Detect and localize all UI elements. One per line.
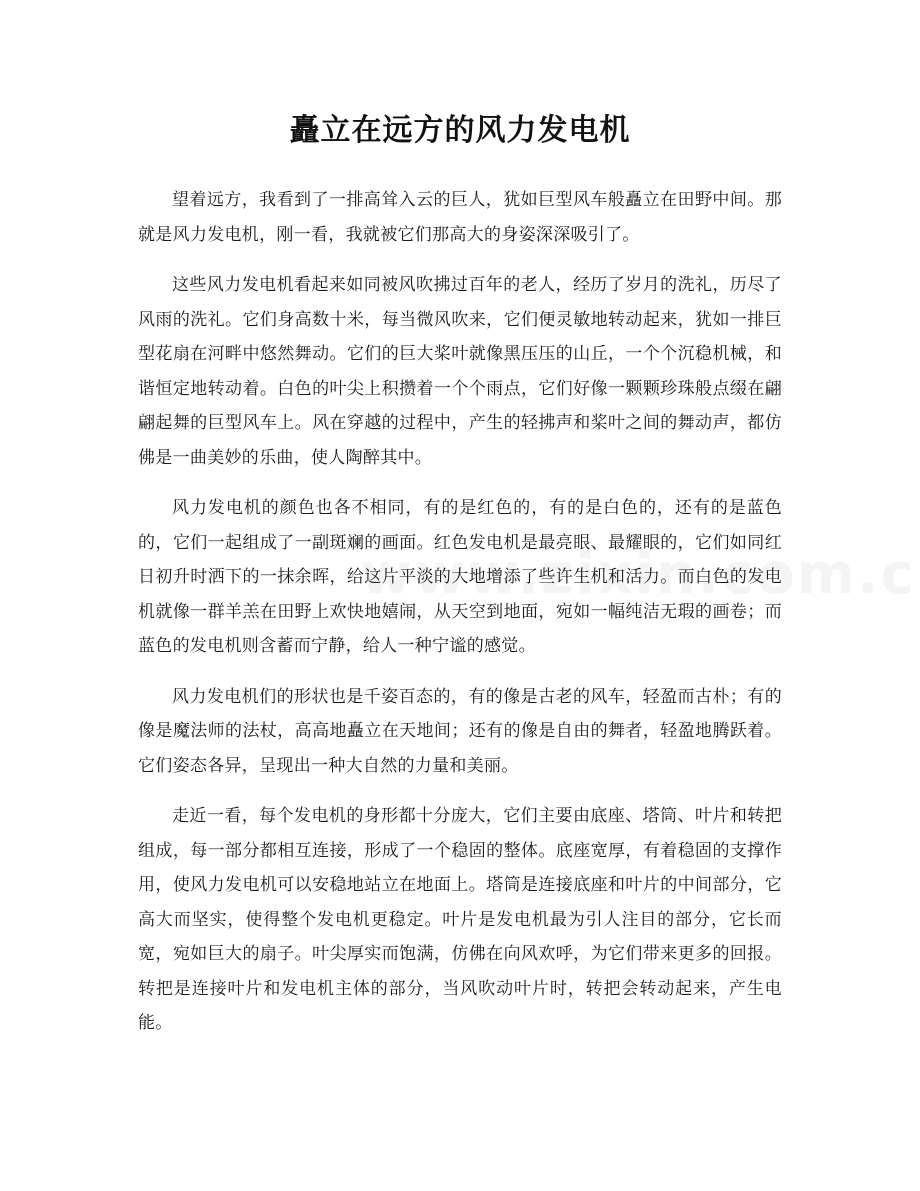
paragraph: 风力发电机的颜色也各不相同，有的是红色的，有的是白色的，还有的是蓝色的，它们一起组成了一副斑斓的画面。红色发电机是最亮眼、最耀眼的，它们如同红日初升时洒下的一抹余晖，给这片平淡的大地增添了些许生机和活力。而白色的发电机就像一群羊羔在田野上欢快地嬉闹，从天空到地面，宛如一幅纯洁无瑕的画卷；而蓝色的发电机则含蓄而宁静，给人一种宁谧的感觉。 bbox=[138, 498, 782, 656]
paragraph: 望着远方，我看到了一排高耸入云的巨人，犹如巨型风车般矗立在田野中间。那就是风力发电机，刚一看，我就被它们那高大的身姿深深吸引了。 bbox=[138, 190, 782, 245]
document-title: 矗立在远方的风力发电机 bbox=[289, 113, 631, 148]
document-body bbox=[138, 183, 782, 1057]
paragraph: 走近一看，每个发电机的身形都十分庞大，它们主要由底座、塔筒、叶片和转把组成，每一部分都相互连接，形成了一个稳固的整体。底座宽厚，有着稳固的支撑作用，使风力发电机可以安稳地站立在地面上。塔筒是连接底座和叶片的中间部分，它高大而坚实，使得整个发电机更稳定。叶片是发电机最为引人注目的部分，它长而宽，宛如巨大的扇子。叶尖厚实而饱满，仿佛在向风欢呼，为它们带来更多的回报。转把是连接叶片和发电机主体的部分，当风吹动叶片时，转把会转动起来，产生电能。 bbox=[138, 806, 782, 1033]
paragraph: 这些风力发电机看起来如同被风吹拂过百年的老人，经历了岁月的洗礼，历尽了风雨的洗礼。它们身高数十米，每当微风吹来，它们便灵敏地转动起来，犹如一排巨型花扇在河畔中悠然舞动。它们的巨大桨叶就像黑压压的山丘，一个个沉稳机械，和谐恒定地转动着。白色的叶尖上积攒着一个个雨点，它们好像一颗颗珍珠般点缀在翩翩起舞的巨型风车上。风在穿越的过程中，产生的轻拂声和桨叶之间的舞动声，都仿佛是一曲美妙的乐曲，使人陶醉其中。 bbox=[138, 275, 782, 468]
paragraph: 风力发电机们的形状也是千姿百态的，有的像是古老的风车，轻盈而古朴；有的像是魔法师的法杖，高高地矗立在天地间；还有的像是自由的舞者，轻盈地腾跃着。它们姿态各异，呈现出一种大自然的力量和美丽。 bbox=[138, 686, 782, 776]
